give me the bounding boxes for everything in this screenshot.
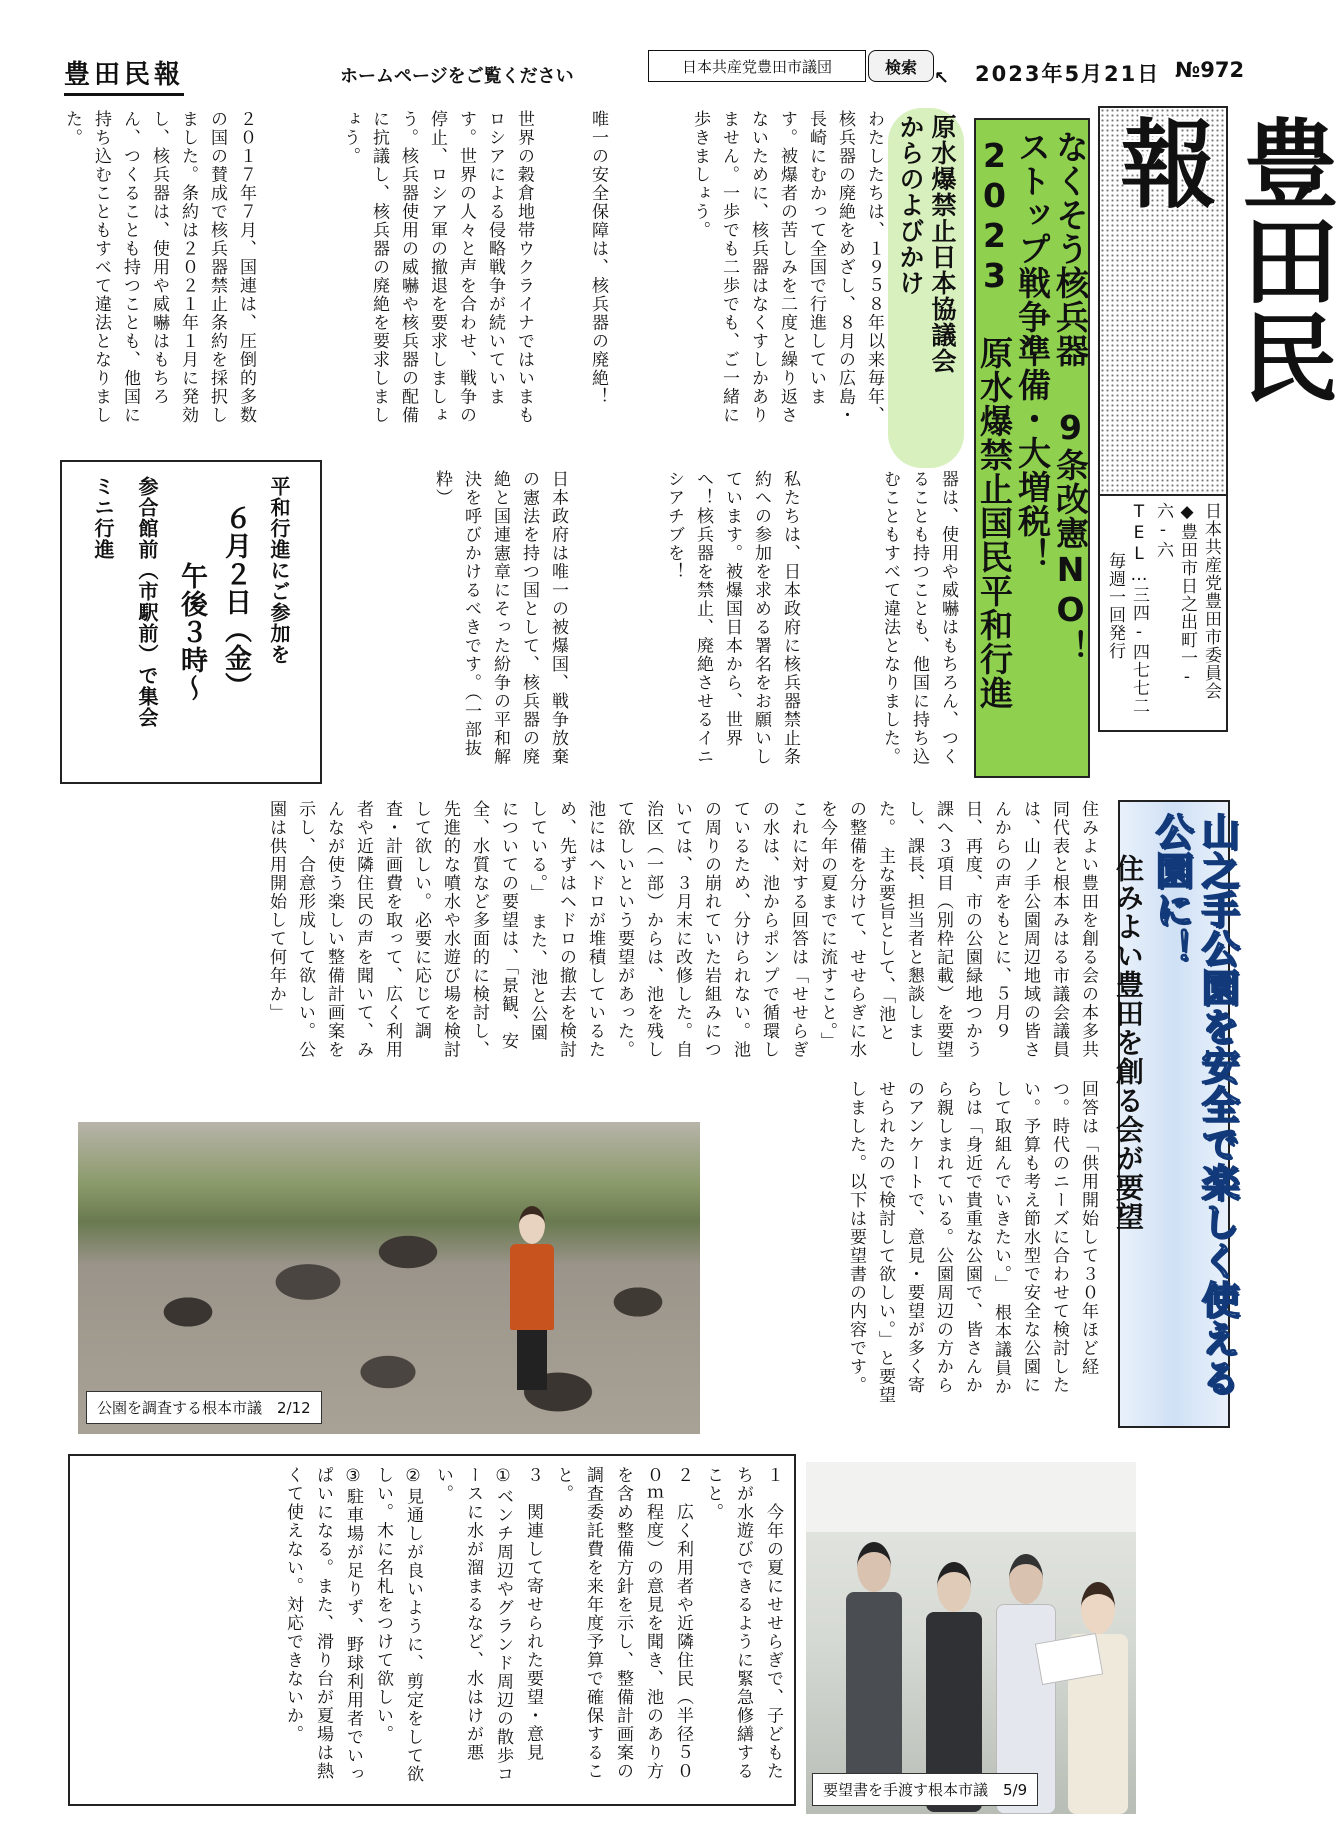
march-line-3: 午後３時～ [176, 562, 207, 702]
appeal-title-1: 原水爆禁止日本協議会 [928, 114, 957, 374]
masthead-address: ◆豊田市日之出町一-六-六 [1153, 502, 1197, 688]
peace-march-headline [974, 118, 1090, 778]
appeal-text-4b-inner: 器は、使用や威嚇はもちろん、つくることも持つことも、他国に持ち込むこともすべて違法となりました。 [880, 470, 958, 766]
park-body-upper: 住みよい豊田を創る会の本多共同代表と根本みはる市議会議員は、山ノ手公園周辺地域の皆さんからの声をもとに、５月９日、再度、市の公園緑地つかう課へ３項目（別枠記載）を要望し、課長、担当者と懇談しました。 主な要旨として、「池との整備を分けて、せせらぎに水を今年の夏までに流すこと。」これに対する回答は「せせらぎの水は、池からポンプで循環しているため、分けられない。池の周りの崩れていた岩組みについては、３月末に改修した。自治区（一部）からは、池を残して欲しいという要望があった。池にはヘドロが堆積しているため、先ずはヘドロの撤去を検討している。」 また、池と公園についての要望は、「景観、安全、水質など多面的に検討し、先進的な噴水や水遊び場を検討して欲しい。必要に応じて調査・計画費を取って、広く利用者や近隣住民の声を聞いて、みんなが使う楽しい整備計画案を示し、合意形成して欲しい。公園は供用開始して何年か」 [266, 800, 1098, 1059]
park-photo-caption: 公園を調査する根本市議 2/12 [86, 1391, 322, 1424]
headline-line-1: なくそう核兵器 9条改憲NO！ [1051, 130, 1090, 664]
park-photo [78, 1122, 700, 1434]
masthead-title-block [1098, 106, 1339, 496]
appeal-title [888, 108, 964, 468]
appeal-text-3: 世界の穀倉地帯ウクライナではいまもロシアによる侵略戦争が続いています。世界の人々と声を合わせ、戦争の停止、ロシア軍の撤退を要求しましょう。核兵器使用の威嚇や核兵器の配備に抗議し、核兵器の廃絶を要求しましょう。 [340, 110, 534, 425]
handover-photo [806, 1462, 1136, 1814]
request-sub-1: ①ベンチ周辺やグランド周辺の散歩コースに水が溜まるなど、水はけが悪い。 [433, 1466, 513, 1784]
appeal-text-1: わたしたちは、１９５８年以来毎年、核兵器の廃絶をめざし、８月の広島・長崎にむかって全国で行進しています。被爆者の苦しみを二度と繰り返さないために、核兵器はなくすしかありません。一歩でも二歩でも、ご一緒に歩きましょう。 [690, 110, 884, 425]
person-1-figure [846, 1542, 902, 1812]
march-line-1: 平和行進にご参加を [267, 476, 291, 665]
appeal-text-5: 私たちは、日本政府に核兵器禁止条約への参加を求める署名をお願いしています。被爆国日本から、世界へ！核兵器を禁止、廃絶させるイニシアチブを！ [664, 470, 800, 766]
handover-photo-caption: 要望書を手渡す根本市議 5/9 [812, 1773, 1038, 1806]
issue-date: 2023年5月21日 [975, 62, 1161, 86]
appeal-title-2: からのよびかけ [896, 114, 925, 296]
march-info-box [60, 460, 322, 784]
request-item-3: ３ 関連して寄せられた要望・意見 [523, 1466, 543, 1762]
masthead-info [1098, 496, 1228, 732]
requests-list [78, 1466, 788, 1794]
search-box-text: 日本共産党豊田市議団 [681, 57, 832, 76]
park-headline-box [1112, 800, 1239, 1428]
request-item-2: ２ 広く利用者や近隣住民（半径５００ｍ程度）の意見を聞き、池のあり方を含め整備方針を示し、整備計画案の調査委託費を来年度予算で確保すること。 [553, 1466, 693, 1781]
appeal-text-4: ２０１７年７月、国連は、圧倒的多数の国の賛成で核兵器禁止条約を採択しました。条約は２０２１年１月に発効し、核兵器は、使用や威嚇はもちろん、つくることも持つことも、他国に持ち込むこともすべて違法となりました。 [62, 110, 256, 425]
request-item-1: １ 今年の夏にせせらぎで、子どもたちが水遊びできるように緊急修繕すること。 [703, 1466, 783, 1781]
park-headline: 山之手公園を安全で楽しく使える公園に！ [1149, 812, 1239, 1397]
appeal-text-6: 日本政府は唯一の被爆国、戦争放棄の憲法を持つ国として、核兵器の廃絶と国連憲章にそった紛争の平和解決を呼びかけるべきです。（一部抜粋） [432, 470, 568, 766]
search-button-label: 検索 [884, 57, 917, 77]
person-4-figure [1068, 1582, 1128, 1814]
march-line-4: 参合館前（市駅前）で集会 [135, 476, 159, 728]
headline-line-2: ストップ戦争準備・大増税！ [1013, 130, 1052, 572]
park-body-lower: 回答は「供用開始して３０年ほど経つ。時代のニーズに合わせて検討したい。予算も考え節水型で安全な公園にして取組んでいきたい。」 根本議員からは「身近で貴重な公園で、皆さんから親しまれている。公園周辺の方からのアンケートで、意見・要望が多く寄せられたので検討して欲しい。」と要望しました。以下は要望書の内容です。 [846, 1080, 1098, 1405]
requests-box [68, 1454, 796, 1806]
masthead-frequency: 毎週一回発行 [1105, 552, 1125, 660]
issue-number: №972 [1175, 58, 1245, 82]
search-box[interactable] [648, 50, 866, 82]
headline-line-3: 2023 原水爆禁止国民平和行進 [975, 136, 1014, 710]
masthead-title: 豊田民報 [1105, 114, 1339, 405]
appeal-text-2: 唯一の安全保障は、核兵器の廃絶！ [588, 110, 608, 406]
appeal-text-4b [812, 470, 962, 766]
header-paper-name: 豊田民報 [64, 54, 184, 96]
march-line-2: ６月２日（金） [220, 504, 251, 700]
person-figure [510, 1206, 554, 1394]
search-button[interactable] [868, 50, 949, 89]
park-subhead: 住みよい豊田を創る会が要望 [1112, 854, 1145, 1231]
masthead-tel: TEL…三四-四七七二 [1129, 502, 1149, 715]
masthead-publisher: 日本共産党豊田市委員会 [1201, 502, 1221, 700]
request-sub-2: ②見通しが良いように、剪定をして欲しい。木に名札をつけて欲しい。 [373, 1466, 423, 1784]
request-sub-3: ③駐車場が足りず、野球利用者でいっぱいになる。また、滑り台が夏場は熱くて使えない。対応できないか。 [283, 1466, 363, 1784]
march-line-5: ミニ行進 [91, 476, 115, 560]
homepage-prompt: ホームページをご覧ください [340, 66, 574, 87]
cursor-icon: ↖ [933, 68, 949, 89]
